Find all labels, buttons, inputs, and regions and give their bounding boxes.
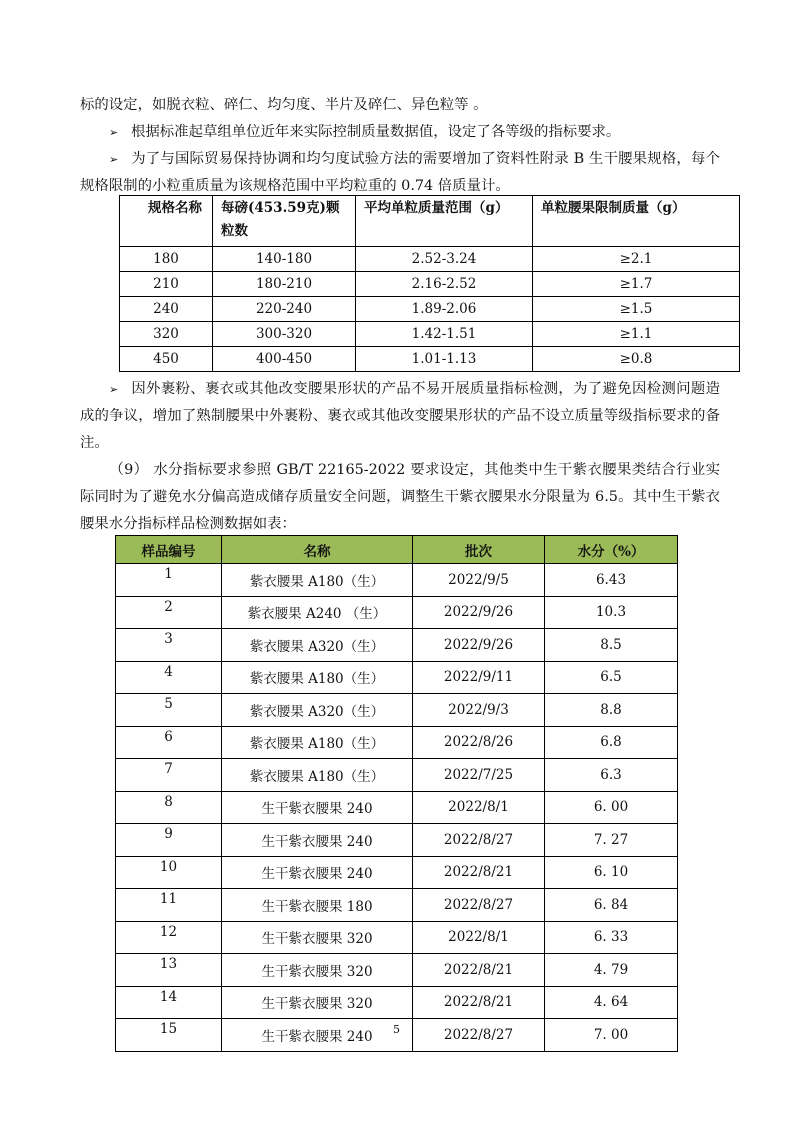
table-cell: 10 <box>116 856 222 889</box>
table-cell: 6.8 <box>545 726 678 759</box>
table-cell: 生干紫衣腰果 320 <box>222 986 413 1019</box>
paragraph-3 <box>80 146 720 200</box>
table-row <box>116 759 678 792</box>
table-cell: 2022/9/11 <box>413 661 545 694</box>
table-cell: ≥1.7 <box>533 272 740 297</box>
table-cell: 2022/9/3 <box>413 694 545 727</box>
table-cell: 8 <box>116 791 222 824</box>
table-row <box>116 726 678 759</box>
paragraph-4-text: 因外裹粉、裹衣或其他改变腰果形状的产品不易开展质量指标检测，为了避免因检测问题造成的争议，增加了熟制腰果中外裹粉、裹衣或其他改变腰果形状的产品不设立质量等级指标要求的备注。 <box>80 381 720 451</box>
paragraph-5 <box>80 457 720 538</box>
table-cell: 6. 33 <box>545 921 678 954</box>
spec-header-cell: 平均单粒质量范围（g） <box>356 196 533 247</box>
table-cell: 8.5 <box>545 629 678 662</box>
table-cell: 2022/8/21 <box>413 954 545 987</box>
table-cell: 7 <box>116 759 222 792</box>
table-row <box>116 596 678 629</box>
table-row <box>116 661 678 694</box>
table-cell: 生干紫衣腰果 180 <box>222 889 413 922</box>
table-cell: 紫衣腰果 A320（生） <box>222 694 413 727</box>
table-cell: 14 <box>116 986 222 1019</box>
table-cell: 210 <box>120 272 213 297</box>
table-cell: ≥2.1 <box>533 247 740 272</box>
table-cell: 2022/8/21 <box>413 986 545 1019</box>
table-cell: 生干紫衣腰果 320 <box>222 954 413 987</box>
table-cell: 1.42-1.51 <box>356 322 533 347</box>
table-cell: 2022/8/26 <box>413 726 545 759</box>
spec-table-header <box>120 196 740 247</box>
table-row <box>116 856 678 889</box>
table-cell: 7. 00 <box>545 1019 678 1052</box>
table-cell: 2022/9/26 <box>413 596 545 629</box>
table-cell: 7. 27 <box>545 824 678 857</box>
table-cell: 紫衣腰果 A180（生） <box>222 759 413 792</box>
arrow-bullet-icon: ➢ <box>109 383 119 396</box>
table-cell: 紫衣腰果 A320（生） <box>222 629 413 662</box>
table-cell: 4 <box>116 661 222 694</box>
table-cell: ≥1.1 <box>533 322 740 347</box>
table-cell: 2022/8/21 <box>413 856 545 889</box>
table-cell: 紫衣腰果 A240 （生） <box>222 596 413 629</box>
moisture-header-cell: 名称 <box>222 536 413 564</box>
table-cell: 140-180 <box>213 247 356 272</box>
paragraph-1 <box>80 92 720 119</box>
table-cell: 生干紫衣腰果 240 <box>222 856 413 889</box>
table-cell: 2.16-2.52 <box>356 272 533 297</box>
table-row <box>120 297 740 322</box>
table-cell: 生干紫衣腰果 240 <box>222 1019 413 1052</box>
table-row <box>120 272 740 297</box>
arrow-bullet-icon: ➢ <box>109 153 119 166</box>
table-row <box>116 921 678 954</box>
table-row <box>120 322 740 347</box>
paragraph-2-text: 根据标准起草组单位近年来实际控制质量数据值，设定了各等级的指标要求。 <box>131 124 621 140</box>
moisture-table <box>115 535 678 1052</box>
moisture-table-body <box>116 564 678 1052</box>
table-row <box>116 954 678 987</box>
table-row <box>116 889 678 922</box>
moisture-table-header <box>116 536 678 564</box>
table-cell: 2022/7/25 <box>413 759 545 792</box>
table-cell: 2022/8/27 <box>413 824 545 857</box>
table-cell: 6.5 <box>545 661 678 694</box>
table-cell: 6.3 <box>545 759 678 792</box>
table-cell: 6.43 <box>545 564 678 597</box>
table-cell: 450 <box>120 347 213 372</box>
table-row <box>116 791 678 824</box>
table-cell: ≥0.8 <box>533 347 740 372</box>
table-cell: 生干紫衣腰果 240 <box>222 791 413 824</box>
table-row <box>116 694 678 727</box>
table-cell: 6. 10 <box>545 856 678 889</box>
table-cell: 生干紫衣腰果 320 <box>222 921 413 954</box>
table-row <box>120 247 740 272</box>
table-cell: 11 <box>116 889 222 922</box>
paragraph-1-text: 标的设定，如脱衣粒、碎仁、均匀度、半片及碎仁、异色粒等 。 <box>80 97 488 113</box>
table-cell: 紫衣腰果 A180（生） <box>222 564 413 597</box>
table-cell: 2022/8/27 <box>413 889 545 922</box>
table-cell: 1.89-2.06 <box>356 297 533 322</box>
table-cell: 320 <box>120 322 213 347</box>
moisture-header-cell: 批次 <box>413 536 545 564</box>
table-cell: 6 <box>116 726 222 759</box>
table-cell: 生干紫衣腰果 240 <box>222 824 413 857</box>
table-cell: 2022/9/5 <box>413 564 545 597</box>
moisture-header-cell: 样品编号 <box>116 536 222 564</box>
table-cell: 3 <box>116 629 222 662</box>
table-cell: 180-210 <box>213 272 356 297</box>
table-cell: 400-450 <box>213 347 356 372</box>
table-row <box>116 629 678 662</box>
spec-header-cell: 规格名称 <box>120 196 213 247</box>
paragraph-5-text: （9） 水分指标要求参照 GB/T 22165-2022 要求设定，其他类中生干紫衣腰果类结合行业实际同时为了避免水分偏高造成储存质量安全问题，调整生干紫衣腰果水分限量为 6.5。其中生干紫衣腰果水分指标样品检测数据如表： <box>80 462 720 532</box>
paragraph-2 <box>80 119 720 146</box>
table-cell: 15 <box>116 1019 222 1052</box>
paragraph-4 <box>80 376 720 457</box>
table-cell: 1 <box>116 564 222 597</box>
table-cell: 2022/8/1 <box>413 921 545 954</box>
arrow-bullet-icon: ➢ <box>109 126 119 139</box>
table-cell: 4. 79 <box>545 954 678 987</box>
table-cell: 2022/8/27 <box>413 1019 545 1052</box>
spec-header-cell: 单粒腰果限制质量（g） <box>533 196 740 247</box>
table-cell: 240 <box>120 297 213 322</box>
moisture-header-cell: 水分（%） <box>545 536 678 564</box>
table-cell: 10.3 <box>545 596 678 629</box>
paragraph-3-text: 为了与国际贸易保持协调和均匀度试验方法的需要增加了资料性附录 B 生干腰果规格，每个规格限制的小粒重质量为该规格范围中平均粒重的 0.74 倍质量计。 <box>80 151 720 194</box>
table-cell: 12 <box>116 921 222 954</box>
table-cell: 5 <box>116 694 222 727</box>
spec-header-cell: 每磅(453.59克)颗粒数 <box>213 196 356 247</box>
table-cell: 8.8 <box>545 694 678 727</box>
table-cell: 2.52-3.24 <box>356 247 533 272</box>
table-cell: 2022/8/1 <box>413 791 545 824</box>
table-cell: 紫衣腰果 A180（生） <box>222 661 413 694</box>
table-cell: 1.01-1.13 <box>356 347 533 372</box>
table-cell: 4. 64 <box>545 986 678 1019</box>
table-cell: 6. 84 <box>545 889 678 922</box>
table-cell: 紫衣腰果 A180（生） <box>222 726 413 759</box>
table-row <box>116 986 678 1019</box>
table-cell: 220-240 <box>213 297 356 322</box>
table-cell: 300-320 <box>213 322 356 347</box>
table-row <box>120 347 740 372</box>
table-cell: 6. 00 <box>545 791 678 824</box>
table-cell: 180 <box>120 247 213 272</box>
table-cell: 2022/9/26 <box>413 629 545 662</box>
table-row <box>116 824 678 857</box>
table-row <box>116 564 678 597</box>
table-cell: ≥1.5 <box>533 297 740 322</box>
spec-table <box>119 195 740 372</box>
table-cell: 2 <box>116 596 222 629</box>
page-number: 5 <box>393 1023 400 1036</box>
table-cell: 13 <box>116 954 222 987</box>
table-cell: 9 <box>116 824 222 857</box>
